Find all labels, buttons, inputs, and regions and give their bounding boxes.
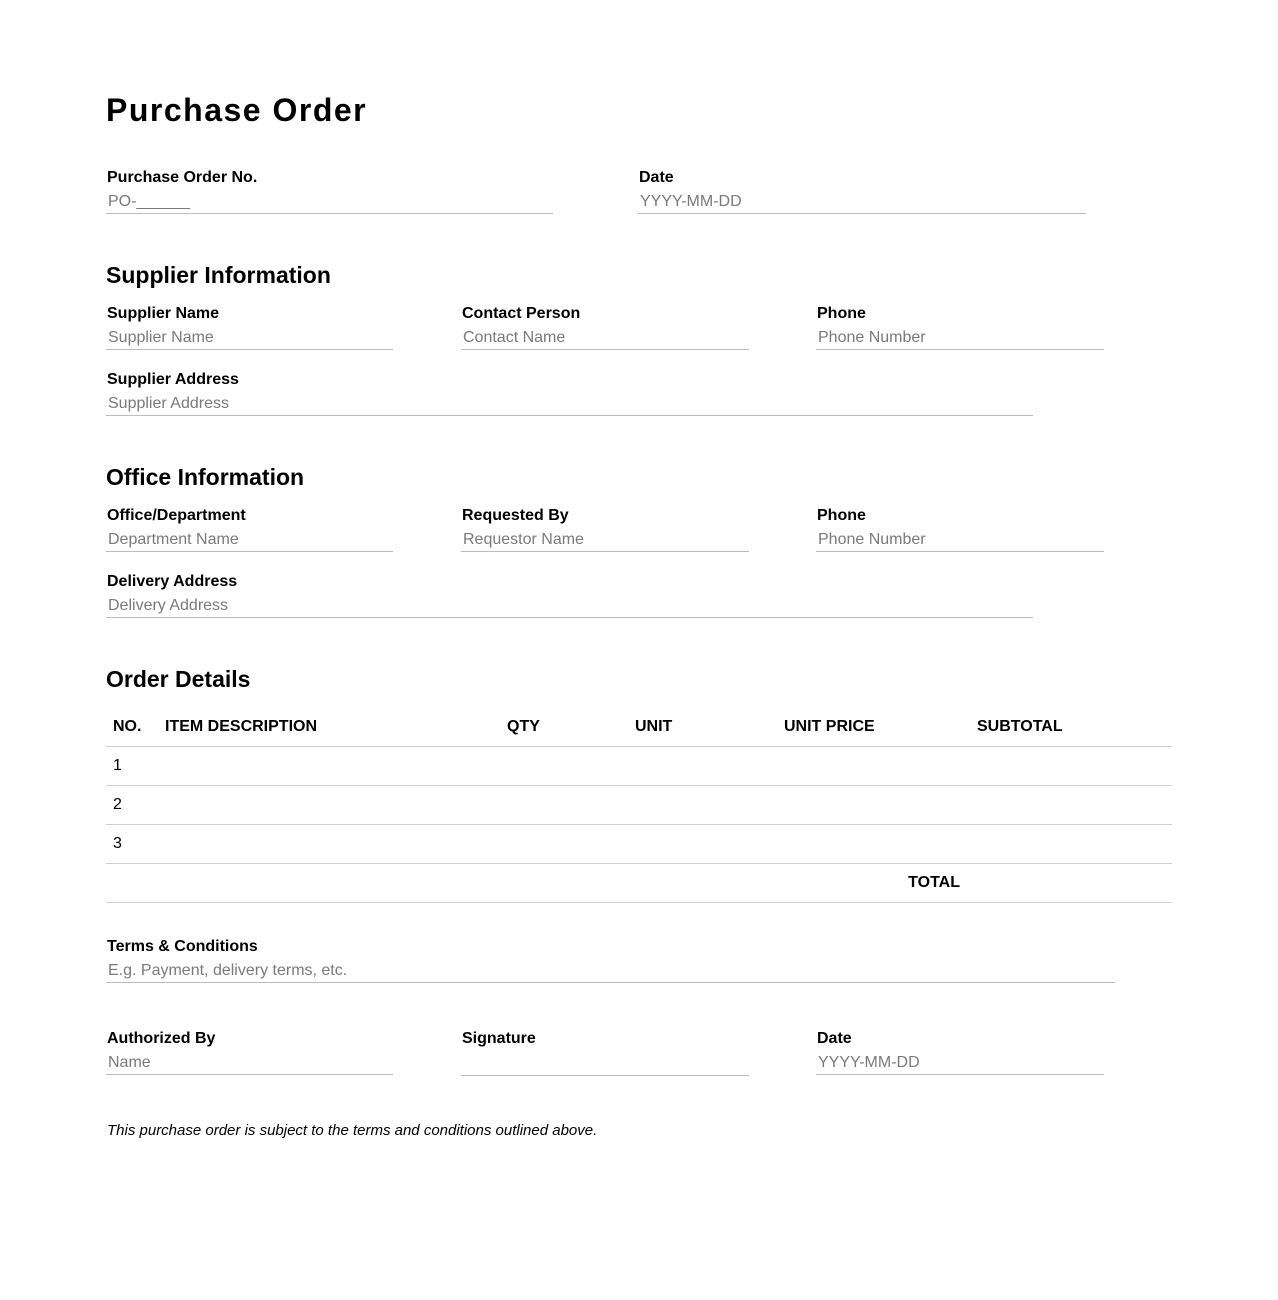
row-number: 1: [106, 747, 158, 786]
subtotal-cell[interactable]: [970, 825, 1172, 864]
authorized-by-input[interactable]: [106, 1051, 393, 1075]
supplier-phone-field: [816, 304, 1104, 350]
authorization-date-field: [816, 1029, 1104, 1075]
department-label: Office/Department: [107, 507, 246, 524]
order-date-field: [638, 168, 1086, 214]
unit-cell[interactable]: [628, 825, 777, 864]
supplier-address-input[interactable]: [106, 392, 1033, 416]
unit-price-cell[interactable]: [777, 786, 970, 825]
supplier-name-label: Supplier Name: [107, 305, 220, 322]
authorized-by-field: [106, 1029, 393, 1075]
supplier-phone-label: Phone: [817, 305, 866, 322]
requested-by-input[interactable]: [461, 528, 749, 552]
item-description-cell[interactable]: [158, 825, 500, 864]
table-row: [106, 786, 1172, 825]
contact-person-field: [461, 304, 749, 350]
office-phone-label: Phone: [817, 507, 866, 524]
signature-field: [461, 1029, 749, 1076]
signature-line[interactable]: [461, 1051, 749, 1076]
row-number: 3: [106, 825, 158, 864]
requested-by-label: Requested By: [462, 507, 569, 524]
column-header-item-description: ITEM DESCRIPTION: [158, 708, 500, 747]
footer-note: This purchase order is subject to the terms and conditions outlined above.: [107, 1122, 598, 1139]
table-row: [106, 747, 1172, 786]
column-header-no: NO.: [106, 708, 158, 747]
column-header-qty: QTY: [500, 708, 628, 747]
signature-label: Signature: [462, 1030, 536, 1047]
terms-field: [106, 937, 1115, 983]
delivery-address-label: Delivery Address: [107, 573, 238, 590]
column-header-unit-price: UNIT PRICE: [777, 708, 970, 747]
delivery-address-field: [106, 572, 1033, 618]
item-description-cell[interactable]: [158, 786, 500, 825]
row-number: 2: [106, 786, 158, 825]
order-details-table: [106, 708, 1172, 903]
terms-input[interactable]: [106, 959, 1115, 983]
authorized-by-label: Authorized By: [107, 1030, 216, 1047]
qty-cell[interactable]: [500, 747, 628, 786]
qty-cell[interactable]: [500, 786, 628, 825]
order-section-heading: Order Details: [106, 666, 251, 692]
subtotal-cell[interactable]: [970, 786, 1172, 825]
unit-price-cell[interactable]: [777, 747, 970, 786]
item-description-cell[interactable]: [158, 747, 500, 786]
total-value-cell[interactable]: [970, 864, 1172, 903]
total-row: [106, 864, 1172, 903]
authorization-date-label: Date: [817, 1030, 852, 1047]
supplier-section-heading: Supplier Information: [106, 262, 331, 288]
order-date-input[interactable]: [638, 190, 1086, 214]
supplier-name-field: [106, 304, 393, 350]
po-number-input[interactable]: [106, 190, 553, 214]
unit-cell[interactable]: [628, 747, 777, 786]
column-header-subtotal: SUBTOTAL: [970, 708, 1172, 747]
column-header-unit: UNIT: [628, 708, 777, 747]
table-header-row: [106, 708, 1172, 747]
total-label: TOTAL: [106, 864, 970, 903]
qty-cell[interactable]: [500, 825, 628, 864]
supplier-address-label: Supplier Address: [107, 371, 239, 388]
terms-label: Terms & Conditions: [107, 938, 258, 955]
unit-price-cell[interactable]: [777, 825, 970, 864]
supplier-name-input[interactable]: [106, 326, 393, 350]
department-field: [106, 506, 393, 552]
office-phone-field: [816, 506, 1104, 552]
order-date-label: Date: [639, 169, 674, 186]
table-row: [106, 825, 1172, 864]
supplier-phone-input[interactable]: [816, 326, 1104, 350]
subtotal-cell[interactable]: [970, 747, 1172, 786]
page-title: Purchase Order: [106, 92, 368, 128]
office-phone-input[interactable]: [816, 528, 1104, 552]
office-section-heading: Office Information: [106, 464, 305, 490]
supplier-address-field: [106, 370, 1033, 416]
po-number-label: Purchase Order No.: [107, 169, 258, 186]
requested-by-field: [461, 506, 749, 552]
contact-person-input[interactable]: [461, 326, 749, 350]
po-number-field: [106, 168, 553, 214]
delivery-address-input[interactable]: [106, 594, 1033, 618]
authorization-date-input[interactable]: [816, 1051, 1104, 1075]
unit-cell[interactable]: [628, 786, 777, 825]
department-input[interactable]: [106, 528, 393, 552]
contact-person-label: Contact Person: [462, 305, 581, 322]
